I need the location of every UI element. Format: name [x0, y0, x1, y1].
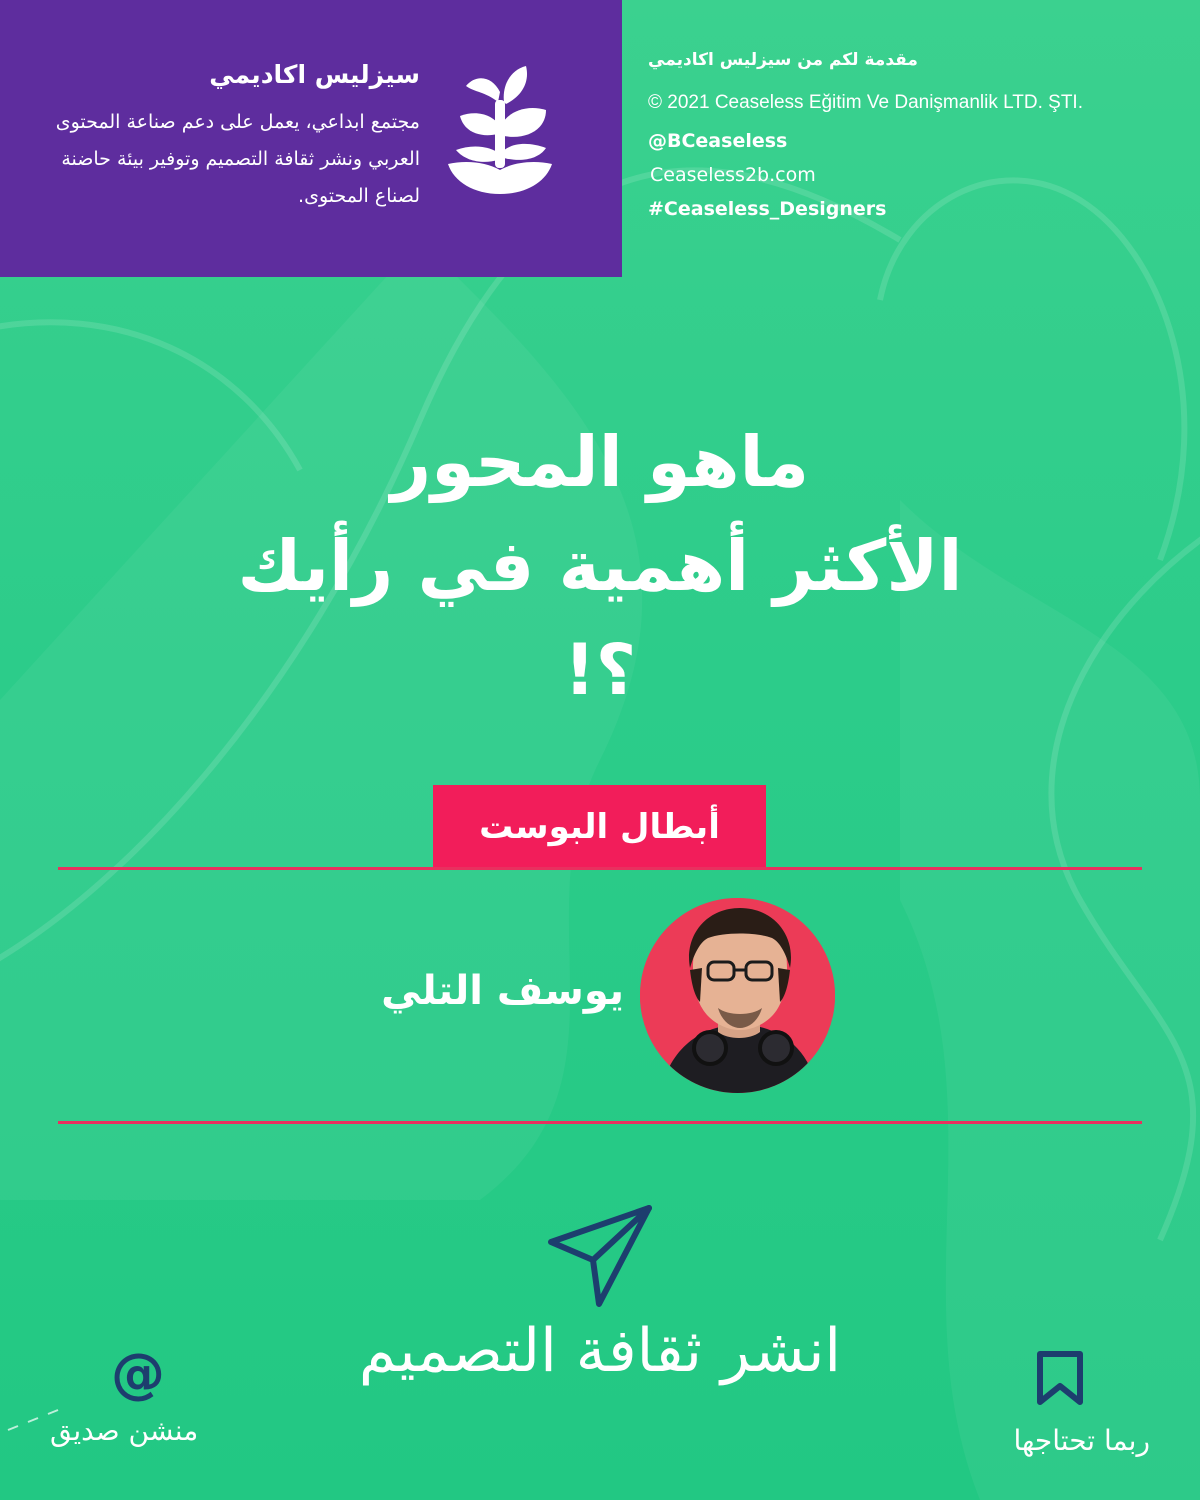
heroes-badge: أبطال البوست [433, 785, 766, 868]
person-name: يوسف التلي [381, 968, 624, 1014]
credits-intro: مقدمة لكم من سيزليس اكاديمي [648, 50, 918, 70]
website-link[interactable]: Ceaseless2b.com [650, 164, 816, 186]
question-line-2: الأكثر أهمية في رأيك [237, 525, 963, 607]
credits-copyright: © 2021 Ceaseless Eğitim Ve Danişmanlik LTD. ŞTI. [648, 92, 1083, 113]
avatar [640, 898, 835, 1093]
question-heading [0, 410, 1200, 722]
brand-description: مجتمع ابداعي، يعمل على دعم صناعة المحتوى العربي ونشر ثقافة التصميم وتوفير بيئة حاضنة لصناع المحتوى. [55, 111, 420, 207]
send-icon [547, 1202, 655, 1310]
sprout-logo-icon [446, 62, 554, 197]
brand-card [0, 0, 622, 277]
question-line-3: ؟! [563, 629, 637, 711]
social-handle[interactable]: @BCeaseless [648, 130, 788, 152]
save-label[interactable]: ربما تحتاجها [1013, 1424, 1150, 1457]
hashtag[interactable]: #Ceaseless_Designers [648, 198, 887, 220]
divider-top [58, 867, 1142, 870]
person-photo [640, 898, 835, 1093]
brand-name: سيزليس اكاديمي [209, 60, 420, 89]
divider-bottom [58, 1121, 1142, 1124]
mention-label[interactable]: منشن صديق [50, 1414, 199, 1447]
slogan: انشر ثقافة التصميم [358, 1316, 842, 1386]
question-line-1: ماهو المحور [390, 421, 810, 503]
mention-icon[interactable]: @ [111, 1342, 165, 1405]
bookmark-icon[interactable] [1036, 1350, 1084, 1406]
